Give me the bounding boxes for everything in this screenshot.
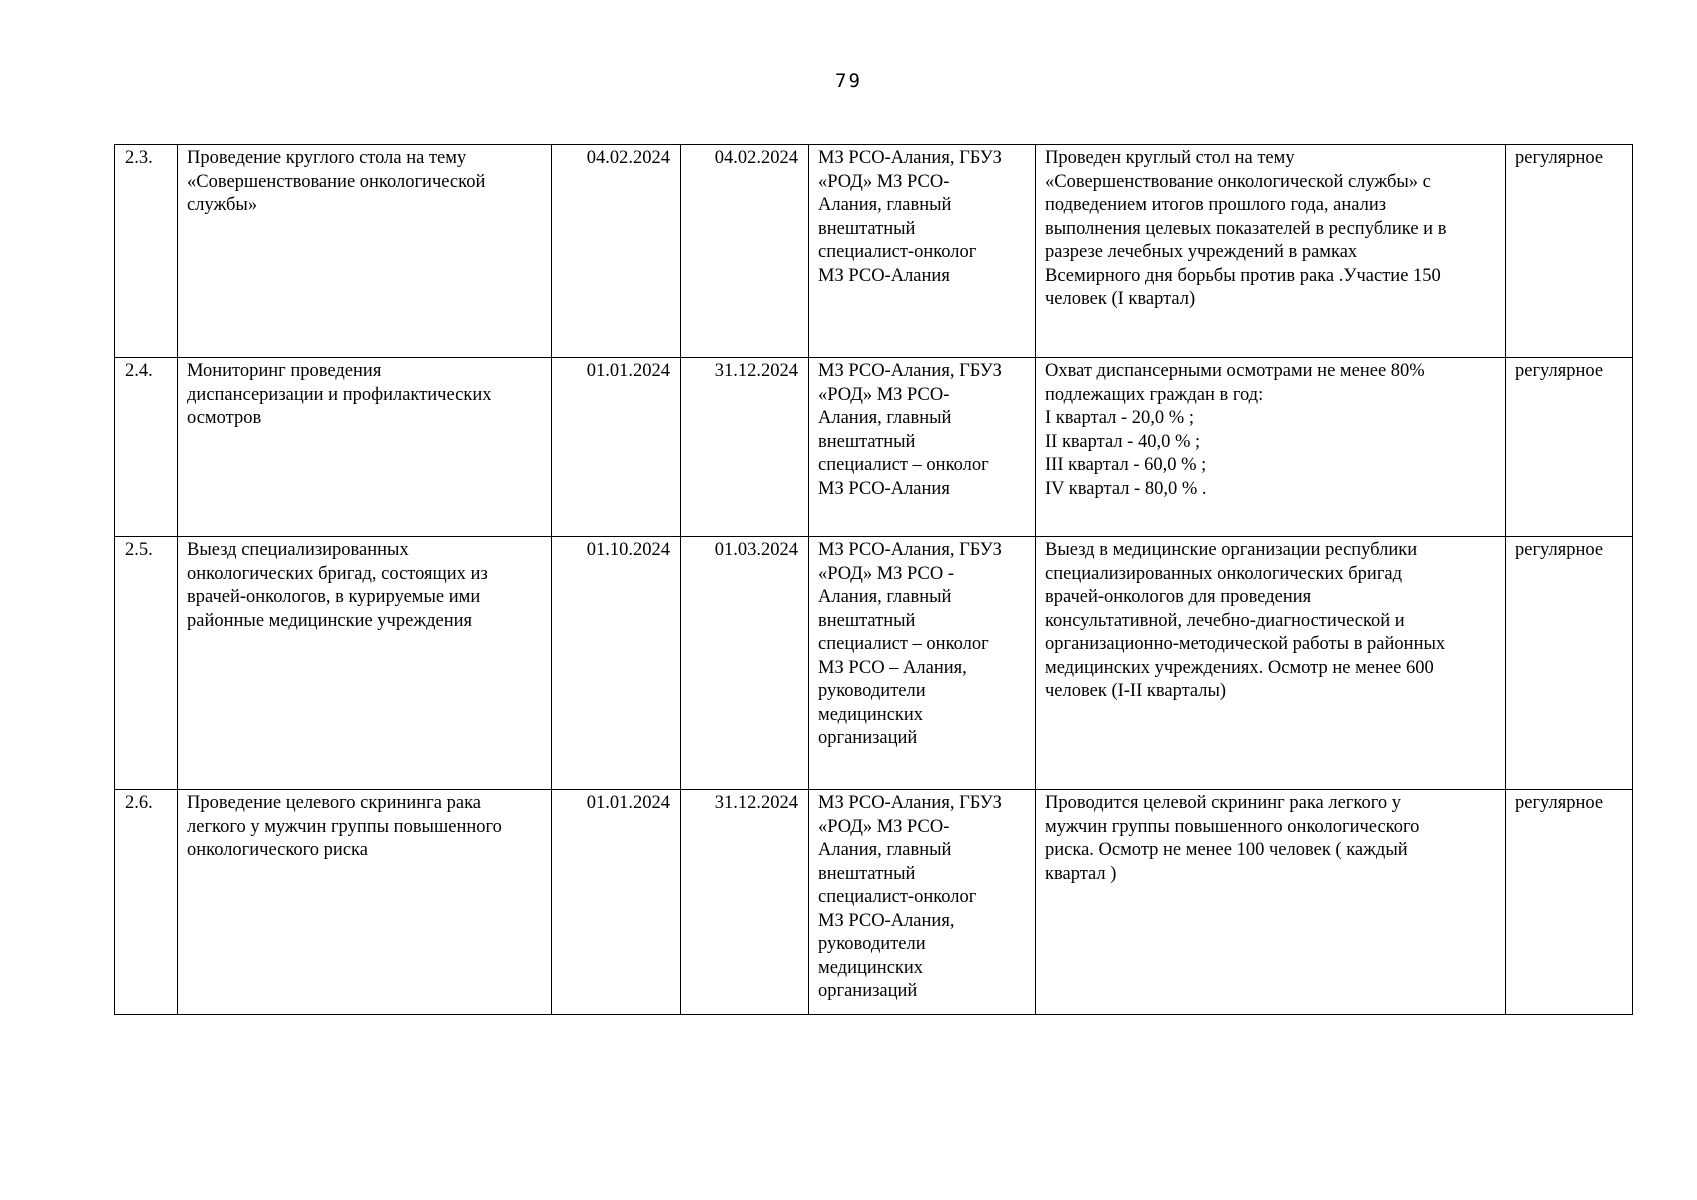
table-row (115, 358, 1633, 537)
table-row (115, 537, 1633, 790)
end-date: 31.12.2024 (681, 790, 809, 1015)
start-date: 01.01.2024 (552, 790, 681, 1015)
event-type: регулярное (1506, 145, 1633, 358)
item-number: 2.6. (115, 790, 178, 1015)
responsible: МЗ РСО-Алания, ГБУЗ «РОД» МЗ РСО- Алания, главный внештатный специалист-онколог МЗ РСО-Алания, руководители медицинских организаций (809, 790, 1036, 1015)
item-number: 2.3. (115, 145, 178, 358)
result: Проводится целевой скрининг рака легкого у мужчин группы повышенного онкологического риска. Осмотр не менее 100 человек ( каждый квартал ) (1036, 790, 1506, 1015)
page-number: 79 (835, 70, 862, 92)
table-row (115, 145, 1633, 358)
table-row (115, 790, 1633, 1015)
event-description: Мониторинг проведения диспансеризации и профилактических осмотров (178, 358, 552, 537)
end-date: 04.02.2024 (681, 145, 809, 358)
event-type: регулярное (1506, 537, 1633, 790)
start-date: 04.02.2024 (552, 145, 681, 358)
plan-table (114, 144, 1633, 1015)
start-date: 01.10.2024 (552, 537, 681, 790)
result: Выезд в медицинские организации республики специализированных онкологических бригад врачей-онкологов для проведения консультативной, лечебно-диагностической и организационно-методической работы в районных медицинских учреждениях. Осмотр не менее 600 человек (I-II кварталы) (1036, 537, 1506, 790)
end-date: 01.03.2024 (681, 537, 809, 790)
event-type: регулярное (1506, 358, 1633, 537)
end-date: 31.12.2024 (681, 358, 809, 537)
event-description: Выезд специализированных онкологических бригад, состоящих из врачей-онкологов, в курируемые ими районные медицинские учреждения (178, 537, 552, 790)
event-description: Проведение целевого скрининга рака легкого у мужчин группы повышенного онкологического риска (178, 790, 552, 1015)
item-number: 2.5. (115, 537, 178, 790)
result: Охват диспансерными осмотрами не менее 80% подлежащих граждан в год: I квартал - 20,0 % ; II квартал - 40,0 % ; III квартал - 60,0 % ; IV квартал - 80,0 % . (1036, 358, 1506, 537)
start-date: 01.01.2024 (552, 358, 681, 537)
result: Проведен круглый стол на тему «Совершенствование онкологической службы» с подведением итогов прошлого года, анализ выполнения целевых показателей в республике и в разрезе лечебных учреждений в рамках Всемирного дня борьбы против рака .Участие 150 человек (I квартал) (1036, 145, 1506, 358)
event-type: регулярное (1506, 790, 1633, 1015)
event-description: Проведение круглого стола на тему «Совершенствование онкологической службы» (178, 145, 552, 358)
item-number: 2.4. (115, 358, 178, 537)
responsible: МЗ РСО-Алания, ГБУЗ «РОД» МЗ РСО - Алания, главный внештатный специалист – онколог МЗ РСО – Алания, руководители медицинских организаций (809, 537, 1036, 790)
responsible: МЗ РСО-Алания, ГБУЗ «РОД» МЗ РСО- Алания, главный внештатный специалист – онколог МЗ РСО-Алания (809, 358, 1036, 537)
responsible: МЗ РСО-Алания, ГБУЗ «РОД» МЗ РСО- Алания, главный внештатный специалист-онколог МЗ РСО-Алания (809, 145, 1036, 358)
